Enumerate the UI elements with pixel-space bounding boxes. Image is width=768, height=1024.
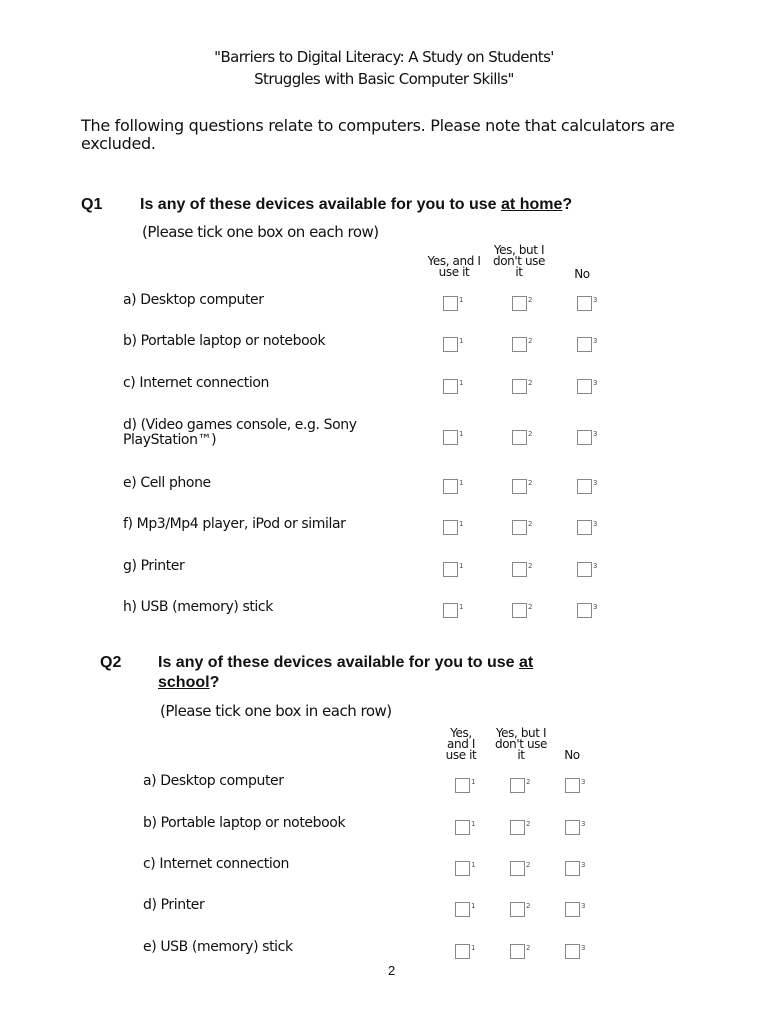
q1-item-label: e) Cell phone	[123, 475, 211, 491]
q1-emphasis: at home	[501, 196, 563, 213]
checkbox-code: 2	[528, 562, 533, 570]
checkbox-code: 1	[459, 603, 464, 611]
checkbox-code: 2	[526, 902, 531, 910]
q1-item-label: b) Portable laptop or notebook	[123, 333, 326, 349]
q2-checkbox[interactable]	[455, 944, 470, 959]
q1-col-yes-dont-use: Yes, but I don't use it	[492, 243, 546, 279]
q1-checkbox[interactable]	[443, 603, 458, 618]
q1-checkbox[interactable]	[512, 379, 527, 394]
checkbox-code: 2	[528, 603, 533, 611]
q2-col-yes-dont-use: Yes, but I don't use it	[494, 726, 548, 762]
checkbox-code: 2	[528, 479, 533, 487]
q2-checkbox[interactable]	[455, 902, 470, 917]
q2-item-label: e) USB (memory) stick	[143, 939, 293, 955]
q2-checkbox[interactable]	[510, 861, 525, 876]
q2-checkbox[interactable]	[455, 778, 470, 793]
checkbox-code: 1	[459, 479, 464, 487]
q2-question-line2	[158, 674, 219, 692]
q2-item-label: d) Printer	[143, 897, 205, 913]
q1-item-label: a) Desktop computer	[123, 292, 264, 308]
checkbox-code: 2	[528, 337, 533, 345]
checkbox-code: 3	[581, 820, 586, 828]
checkbox-code: 1	[459, 337, 464, 345]
title-line-2: Struggles with Basic Computer Skills"	[254, 70, 514, 88]
checkbox-code: 1	[471, 944, 476, 952]
q1-text-end: ?	[562, 196, 573, 213]
q1-item-label: g) Printer	[123, 558, 185, 574]
q2-number: Q2	[100, 654, 122, 671]
checkbox-code: 3	[593, 430, 598, 438]
q2-emphasis-1: at	[519, 654, 534, 671]
q2-emphasis-2: school	[158, 674, 210, 691]
q2-item-label: a) Desktop computer	[143, 773, 284, 789]
checkbox-code: 2	[528, 430, 533, 438]
q1-checkbox[interactable]	[443, 479, 458, 494]
checkbox-code: 3	[593, 603, 598, 611]
q1-col-no: No	[574, 267, 590, 281]
q2-checkbox[interactable]	[565, 820, 580, 835]
checkbox-code: 1	[471, 778, 476, 786]
q1-item-label: d) (Video games console, e.g. Sony PlayStation™)	[123, 417, 357, 448]
q1-checkbox[interactable]	[512, 479, 527, 494]
q1-checkbox[interactable]	[512, 337, 527, 352]
q1-checkbox[interactable]	[443, 520, 458, 535]
q2-checkbox[interactable]	[510, 820, 525, 835]
q1-checkbox[interactable]	[443, 379, 458, 394]
q1-text: Is any of these devices available for you to use	[140, 196, 502, 213]
checkbox-code: 1	[459, 430, 464, 438]
checkbox-code: 2	[526, 778, 531, 786]
checkbox-code: 3	[581, 944, 586, 952]
checkbox-code: 3	[593, 520, 598, 528]
q2-checkbox[interactable]	[455, 861, 470, 876]
q1-checkbox[interactable]	[512, 562, 527, 577]
q2-item-label: b) Portable laptop or notebook	[143, 815, 346, 831]
checkbox-code: 3	[593, 379, 598, 387]
checkbox-code: 2	[528, 520, 533, 528]
q2-checkbox[interactable]	[565, 778, 580, 793]
checkbox-code: 2	[528, 296, 533, 304]
checkbox-code: 3	[593, 337, 598, 345]
q1-checkbox[interactable]	[577, 520, 592, 535]
q1-checkbox[interactable]	[577, 430, 592, 445]
checkbox-code: 3	[593, 562, 598, 570]
q1-checkbox[interactable]	[443, 337, 458, 352]
q2-checkbox[interactable]	[510, 902, 525, 917]
q1-checkbox[interactable]	[443, 562, 458, 577]
q2-question	[158, 654, 533, 672]
q1-checkbox[interactable]	[512, 520, 527, 535]
title-line-1: "Barriers to Digital Literacy: A Study on Students'	[214, 48, 554, 66]
q2-instruction: (Please tick one box in each row)	[160, 702, 392, 720]
checkbox-code: 1	[459, 379, 464, 387]
q1-checkbox[interactable]	[577, 379, 592, 394]
checkbox-code: 1	[471, 902, 476, 910]
q2-checkbox[interactable]	[565, 861, 580, 876]
checkbox-code: 1	[471, 820, 476, 828]
q1-checkbox[interactable]	[443, 296, 458, 311]
q1-instruction: (Please tick one box on each row)	[142, 223, 379, 241]
q1-col-yes-use: Yes, and I use it	[427, 254, 481, 279]
q2-col-no: No	[564, 748, 580, 762]
q1-checkbox[interactable]	[512, 603, 527, 618]
q2-checkbox[interactable]	[455, 820, 470, 835]
q2-checkbox[interactable]	[510, 944, 525, 959]
q2-checkbox[interactable]	[510, 778, 525, 793]
checkbox-code: 3	[581, 861, 586, 869]
q1-checkbox[interactable]	[512, 430, 527, 445]
q1-checkbox[interactable]	[577, 337, 592, 352]
q2-checkbox[interactable]	[565, 902, 580, 917]
q1-question	[140, 196, 572, 214]
q1-checkbox[interactable]	[577, 479, 592, 494]
q2-text-end: ?	[209, 674, 220, 691]
page-number: 2	[388, 963, 396, 978]
checkbox-code: 3	[581, 902, 586, 910]
checkbox-code: 3	[581, 778, 586, 786]
q1-checkbox[interactable]	[577, 603, 592, 618]
q2-text: Is any of these devices available for you to use	[158, 654, 520, 671]
checkbox-code: 3	[593, 479, 598, 487]
checkbox-code: 3	[593, 296, 598, 304]
q1-checkbox[interactable]	[577, 562, 592, 577]
q1-checkbox[interactable]	[443, 430, 458, 445]
checkbox-code: 2	[526, 944, 531, 952]
checkbox-code: 1	[459, 296, 464, 304]
checkbox-code: 1	[459, 562, 464, 570]
q1-item-label: c) Internet connection	[123, 375, 269, 391]
q1-number: Q1	[81, 196, 103, 213]
q1-checkbox[interactable]	[512, 296, 527, 311]
checkbox-code: 2	[528, 379, 533, 387]
checkbox-code: 2	[526, 861, 531, 869]
q1-item-label: h) USB (memory) stick	[123, 599, 273, 615]
intro-text: The following questions relate to computers. Please note that calculators are excluded.	[81, 116, 675, 153]
q2-col-yes-use: Yes, and I use it	[445, 726, 477, 762]
q1-item-label: f) Mp3/Mp4 player, iPod or similar	[123, 516, 346, 532]
checkbox-code: 1	[459, 520, 464, 528]
checkbox-code: 1	[471, 861, 476, 869]
checkbox-code: 2	[526, 820, 531, 828]
q2-checkbox[interactable]	[565, 944, 580, 959]
q2-item-label: c) Internet connection	[143, 856, 289, 872]
q1-checkbox[interactable]	[577, 296, 592, 311]
